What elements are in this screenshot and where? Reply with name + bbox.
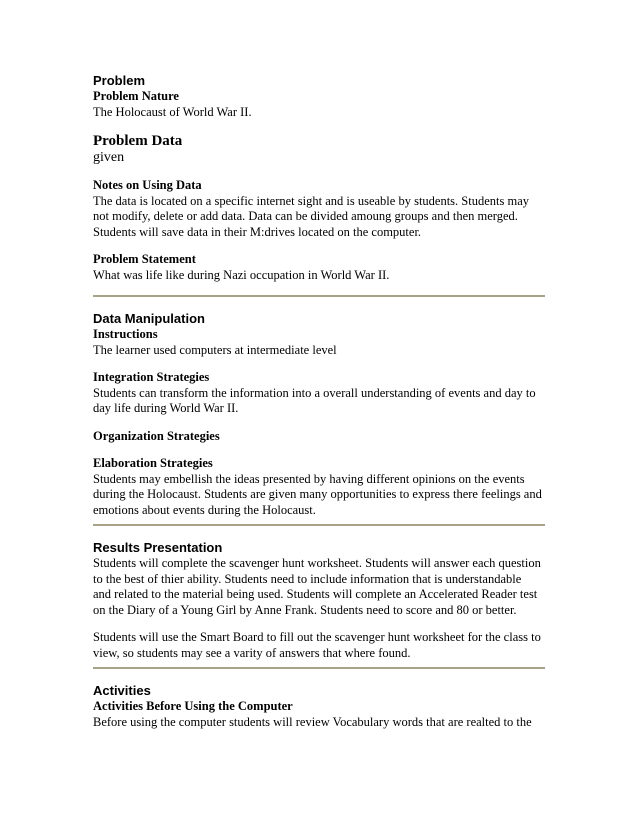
problem-statement-text: What was life like during Nazi occupation in World War II. xyxy=(93,267,390,282)
results-section xyxy=(93,540,545,661)
integration-line: day life during World War II. xyxy=(93,401,239,415)
activities-section xyxy=(93,683,545,730)
elaboration-line: Students may embellish the ideas presented by having different opinions on the events xyxy=(93,471,525,486)
problem-statement-label: Problem Statement xyxy=(93,252,196,266)
data-manipulation-heading: Data Manipulation xyxy=(93,311,205,326)
activities-before-text: Before using the computer students will review Vocabulary words that are realted to the xyxy=(93,714,532,729)
results-line: view, so students may see a varity of answers that where found. xyxy=(93,645,411,660)
activities-heading: Activities xyxy=(93,683,151,698)
notes-line: not modify, delete or add data. Data can be divided amoung groups and then merged. xyxy=(93,209,518,223)
results-heading: Results Presentation xyxy=(93,540,223,555)
notes-line: Students will save data in their M:drives located on the computer. xyxy=(93,224,422,239)
notes-line: The data is located on a specific internet sight and is useable by students. Students may xyxy=(93,193,530,208)
notes-label: Notes on Using Data xyxy=(93,178,202,192)
document-page xyxy=(93,73,545,730)
organization-label: Organization Strategies xyxy=(93,428,220,443)
problem-section xyxy=(93,73,545,283)
results-line: Students will use the Smart Board to fill out the scavenger hunt worksheet for the class to xyxy=(93,630,541,644)
instructions-text: The learner used computers at intermediate level xyxy=(93,342,337,357)
problem-heading: Problem xyxy=(93,73,146,88)
problem-data-heading: Problem Data xyxy=(93,133,183,149)
problem-data-text: given xyxy=(93,150,125,165)
results-line: and related to the material being used. Students will complete an Accelerated Reader test xyxy=(93,587,538,601)
elaboration-label: Elaboration Strategies xyxy=(93,456,213,470)
problem-nature-label: Problem Nature xyxy=(93,89,179,103)
instructions-label: Instructions xyxy=(93,327,158,341)
data-manipulation-section xyxy=(93,311,545,518)
elaboration-line: during the Holocaust. Students are given many opportunities to express there feelings and xyxy=(93,487,542,501)
results-line: on the Diary of a Young Girl by Anne Frank. Students need to score and 80 or better. xyxy=(93,602,517,617)
integration-line: Students can transform the information into a overall understanding of events and day to xyxy=(93,385,536,400)
results-line: to the best of thier ability. Students need to include information that is understandable xyxy=(93,571,522,586)
results-line: Students will complete the scavenger hunt worksheet. Students will answer each question xyxy=(93,556,541,570)
integration-label: Integration Strategies xyxy=(93,370,210,384)
problem-nature-text: The Holocaust of World War II. xyxy=(93,104,252,119)
elaboration-line: emotions about events during the Holocaust. xyxy=(93,502,316,517)
activities-before-label: Activities Before Using the Computer xyxy=(93,699,293,713)
